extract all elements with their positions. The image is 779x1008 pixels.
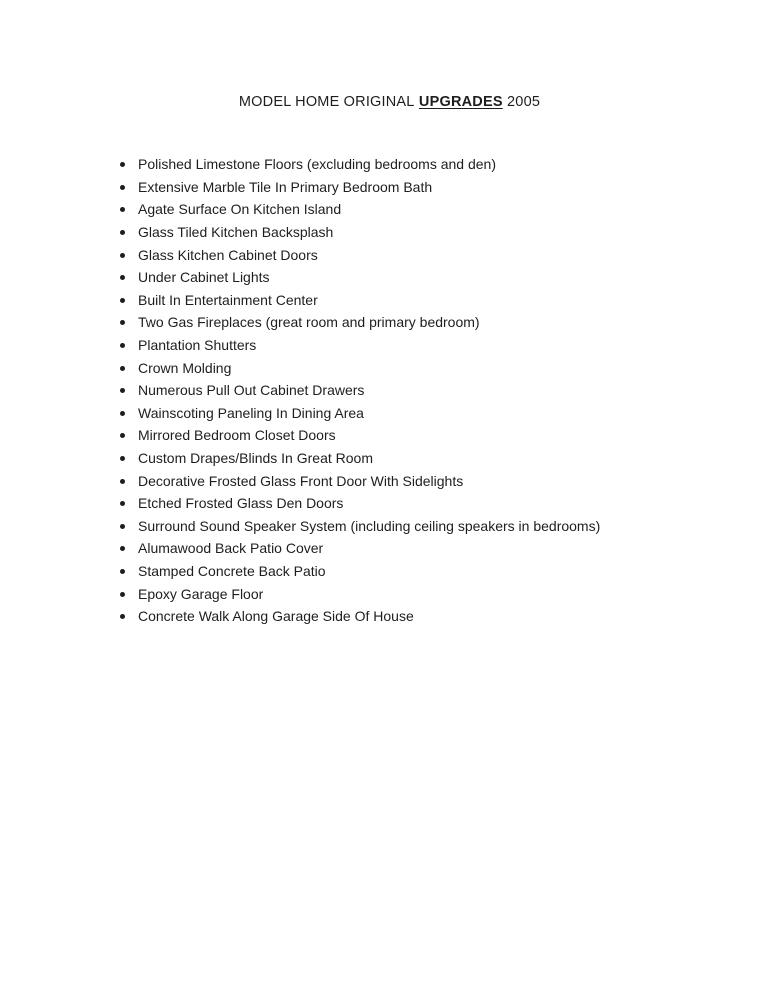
title-suffix: 2005 [507, 94, 541, 110]
list-item-text: Wainscoting Paneling In Dining Area [138, 404, 364, 421]
list-item-text: Epoxy Garage Floor [138, 585, 264, 602]
list-item [120, 492, 779, 515]
list-item [120, 582, 779, 605]
title-prefix: MODEL HOME ORIGINAL [238, 94, 415, 110]
bullet-icon [120, 320, 125, 325]
list-item [120, 537, 779, 560]
list-item-text: Glass Kitchen Cabinet Doors [138, 246, 318, 263]
list-item-text: Extensive Marble Tile In Primary Bedroom Bath [138, 178, 433, 195]
list-item [120, 605, 779, 628]
list-item-text: Custom Drapes/Blinds In Great Room [138, 450, 373, 467]
document-title [0, 93, 779, 111]
list-item [120, 356, 779, 379]
list-item [120, 379, 779, 402]
bullet-icon [120, 162, 125, 167]
bullet-icon [120, 185, 125, 190]
bullet-icon [120, 275, 125, 280]
list-item [120, 311, 779, 334]
list-item-text: Concrete Walk Along Garage Side Of House [138, 608, 414, 625]
list-item-text: Glass Tiled Kitchen Backsplash [138, 224, 334, 241]
bullet-icon [120, 366, 125, 371]
list-item-text: Etched Frosted Glass Den Doors [138, 495, 344, 512]
bullet-icon [120, 433, 125, 438]
list-item [120, 402, 779, 425]
list-item-text: Under Cabinet Lights [138, 269, 270, 286]
list-item [120, 334, 779, 357]
bullet-icon [120, 207, 125, 212]
bullet-icon [120, 569, 125, 574]
list-item [120, 266, 779, 289]
upgrade-list [120, 153, 779, 627]
list-item [120, 198, 779, 221]
list-item-text: Mirrored Bedroom Closet Doors [138, 427, 336, 444]
bullet-icon [120, 456, 125, 461]
bullet-icon [120, 614, 125, 619]
list-item [120, 221, 779, 244]
list-item [120, 176, 779, 199]
list-item-text: Numerous Pull Out Cabinet Drawers [138, 382, 365, 399]
title-emphasis: UPGRADES [418, 94, 503, 110]
list-item-text: Stamped Concrete Back Patio [138, 562, 326, 579]
bullet-icon [120, 501, 125, 506]
bullet-icon [120, 479, 125, 484]
bullet-icon [120, 230, 125, 235]
list-item-text: Decorative Frosted Glass Front Door With Sidelights [138, 472, 464, 489]
bullet-icon [120, 411, 125, 416]
list-item-text: Surround Sound Speaker System (including ceiling speakers in bedrooms) [138, 517, 601, 534]
bullet-icon [120, 524, 125, 529]
bullet-icon [120, 592, 125, 597]
list-item-text: Polished Limestone Floors (excluding bedrooms and den) [138, 156, 496, 173]
bullet-icon [120, 388, 125, 393]
list-item [120, 289, 779, 312]
bullet-icon [120, 298, 125, 303]
bullet-icon [120, 253, 125, 258]
list-item-text: Alumawood Back Patio Cover [138, 540, 324, 557]
list-item [120, 560, 779, 583]
bullet-icon [120, 546, 125, 551]
list-item [120, 153, 779, 176]
list-item [120, 447, 779, 470]
list-item [120, 424, 779, 447]
list-item-text: Agate Surface On Kitchen Island [138, 201, 342, 218]
list-item-text: Crown Molding [138, 359, 232, 376]
bullet-icon [120, 343, 125, 348]
list-item [120, 515, 779, 538]
list-item-text: Plantation Shutters [138, 337, 257, 354]
list-item [120, 469, 779, 492]
list-item-text: Two Gas Fireplaces (great room and primary bedroom) [138, 314, 480, 331]
list-item [120, 243, 779, 266]
list-item-text: Built In Entertainment Center [138, 291, 318, 308]
